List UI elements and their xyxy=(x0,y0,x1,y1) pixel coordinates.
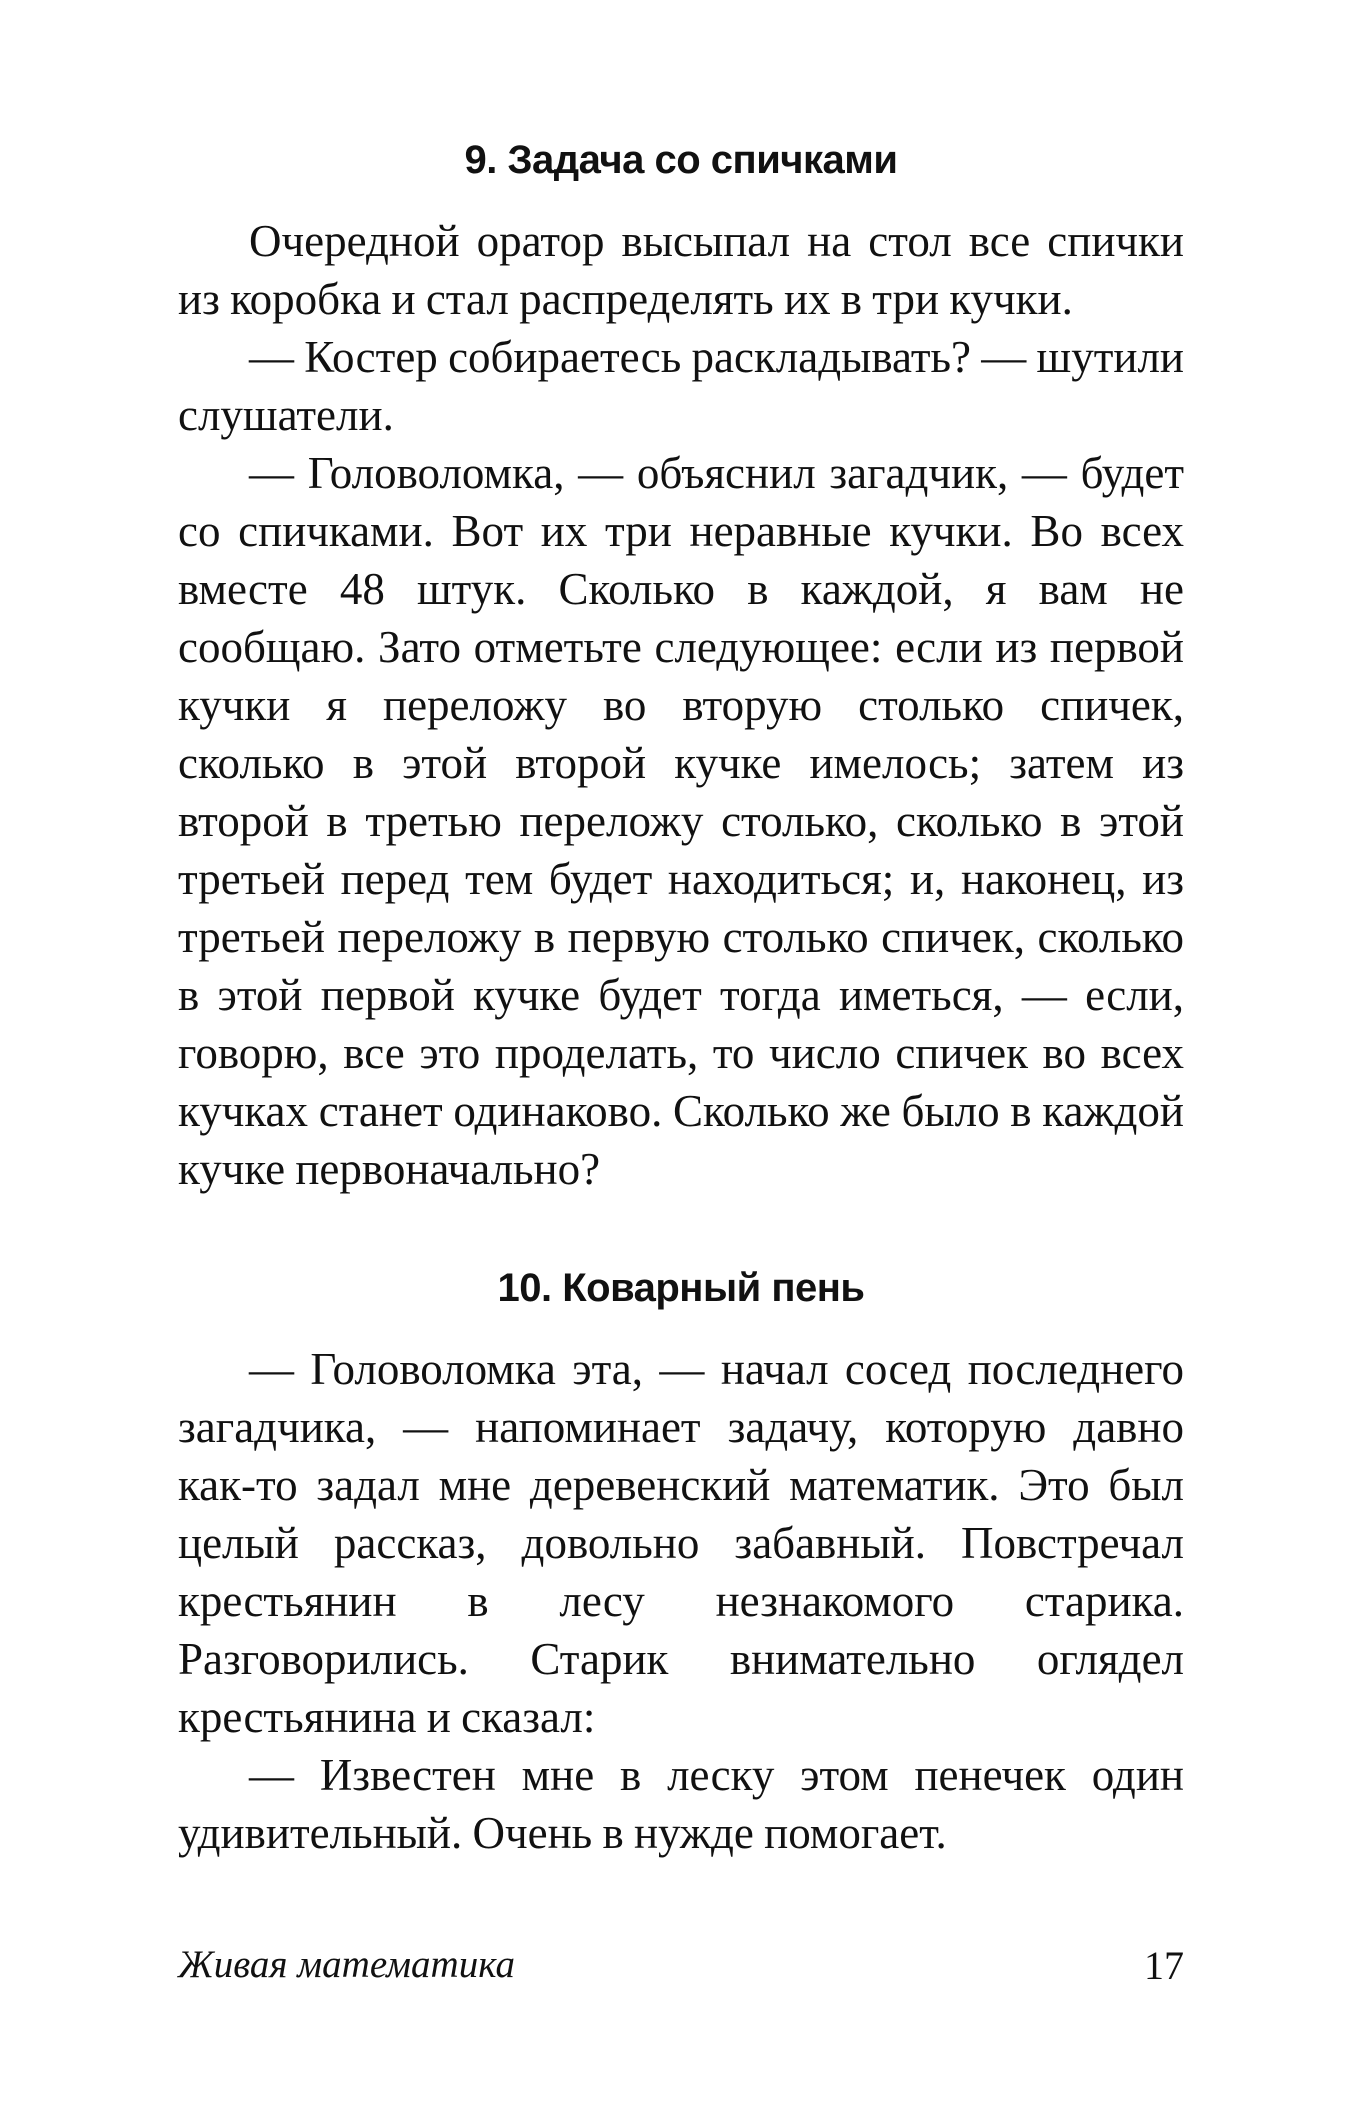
section-9-body xyxy=(178,212,1184,1198)
section-9-heading: 9. Задача со спичками xyxy=(464,138,898,182)
section-9-paragraph-2: — Костер собираетесь раскладывать? — шутили слушатели. xyxy=(178,332,1184,440)
section-10-paragraph-1: — Головоломка эта, — начал сосед последнего загадчика, — напоминает задачу, которую давно как-то задал мне деревенский математик. Это был целый рассказ, довольно забавный. Повстречал крестьянин в лесу незнакомого старика. Разговорились. Старик внимательно оглядел крестьянина и сказал: xyxy=(178,1344,1184,1742)
section-10-heading: 10. Коварный пень xyxy=(497,1266,865,1310)
footer-book-title: Живая математика xyxy=(178,1943,515,1986)
section-10-paragraph-2: — Известен мне в леску этом пенечек один удивительный. Очень в нужде помогает. xyxy=(178,1750,1184,1858)
page-number: 17 xyxy=(1144,1943,1184,1988)
section-9-paragraph-1: Очередной оратор высыпал на стол все спички из коробка и стал распределять их в три кучки. xyxy=(178,216,1184,324)
section-10-body xyxy=(178,1340,1184,1862)
section-9-paragraph-3: — Головоломка, — объяснил загадчик, — будет со спичками. Вот их три неравные кучки. Во всех вместе 48 штук. Сколько в каждой, я вам не сообщаю. Зато отметьте следующее: если из первой кучки я переложу во вторую столько спичек, сколько в этой второй кучке имелось; затем из второй в третью переложу столько, сколько в этой третьей перед тем будет находиться; и, наконец, из третьей переложу в первую столько спичек, сколько в этой первой кучке будет тогда иметься, — если, говорю, все это проделать, то число спичек во всех кучках станет одинаково. Сколько же было в каждой кучке первоначально? xyxy=(178,448,1184,1194)
